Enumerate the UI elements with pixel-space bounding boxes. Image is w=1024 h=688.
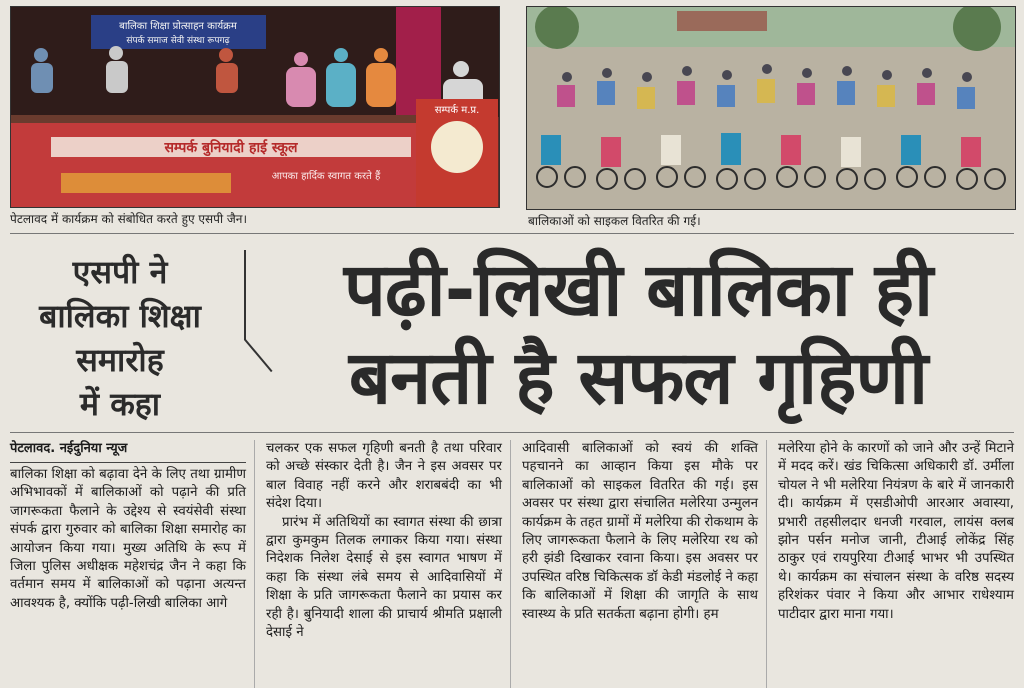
column-divider	[766, 440, 767, 688]
main-headline	[262, 246, 1014, 422]
event-photo-illustration	[11, 7, 499, 207]
article-paragraph: बालिका शिक्षा को बढ़ावा देने के लिए तथा ग्रामीण अभिभावकों में बालिकाओं को पढ़ाने की प्रति जागरूकता फैलाने के उद्देश्य से स्वयंसेवी संस्था संपर्क द्वारा गुरुवार को बालिका शिक्षा समारोह का आयोजन किया गया। मुख्य अतिथि के रूप में जिला पुलिस अधीक्षक महेशचंद्र जैन ने कहा कि वर्तमान समय में बालिकाओं को पढ़ाना अत्यन्त आवश्यक है, क्योंकि पढ़ी-लिखी बालिका आगे	[10, 467, 246, 611]
section-divider	[10, 432, 1014, 433]
stage-banner-text: सम्पर्क बुनियादी हाई स्कूल	[164, 140, 298, 156]
deck-line: में कहा	[79, 385, 161, 423]
article-paragraph: मलेरिया होने के कारणों को जाने और उन्हें मिटाने में मदद करें। खंड चिकित्सा अधिकारी डॉ. उर्मीला चोयल ने भी मलेरिया नियंत्रण के बारे में जानकारी दी। कार्यक्रम में एसडीओपी आरआर अवास्या, प्रभारी तहसीलदार धनजी गरवाल, लायंस क्लब झोन पर्सन मनोज जानी, टीआई लोकेंद्र सिंह ठाकुर एवं रायपुरिया टीआई भाभर भी उपस्थित थे। कार्यक्रम का संचालन संस्था के वरिष्ठ सदस्य हरिशंकर पंवार ने किया और आभार राधेश्याम पाटीदार द्वारा माना गया।	[778, 441, 1014, 622]
headline-line: बनती है सफल गृहिणी	[348, 335, 928, 421]
article-column-4	[778, 440, 1014, 624]
deck-headline	[10, 250, 230, 428]
deck-line: बालिका शिक्षा	[39, 297, 201, 335]
photo-caption-right: बालिकाओं को साइकल वितरित की गई।	[528, 214, 701, 228]
event-photo	[10, 6, 500, 208]
column-divider	[254, 440, 255, 688]
dateline-divider	[10, 462, 246, 463]
podium-label: सम्पर्क म.प्र.	[434, 105, 480, 116]
article-paragraph: आदिवासी बालिकाओं को स्वयं की शक्ति पहचानने का आव्हान किया इस मौके पर बालिकाओं को साइकल वितरित की गई। इस अवसर पर संस्था द्वारा संचालित मलेरिया उन्मुलन कार्यक्रम के तहत ग्रामों में मलेरिया की रोकथाम के लिए जागरूकता फैलाने के लिए मलेरिया रथ को हरी झंडी दिखाकर रवाना किया। इस अवसर पर उपस्थित वरिष्ठ चिकित्सक डॉ केडी मंडलोई ने कहा कि बालिकाओं में शिक्षा की जागृति के साथ स्वास्थ्य के प्रति सतर्कता बढ़ाना होगी। हम	[522, 441, 758, 622]
section-divider	[10, 233, 1014, 234]
article-paragraph: प्रारंभ में अतिथियों का स्वागत संस्था की छात्रा द्वारा कुमकुम तिलक लगाकर किया गया। संस्था निदेशक निलेश देसाई से इस स्वागत भाषण में कहा कि संस्था लंबे समय से आदिवासियों में शिक्षा के प्रति जागरूकता फैलाने का प्रयास कर रही है। बुनियादी शाला की प्राचार्य श्रीमति प्रक्षाली देसाई ने	[266, 514, 502, 641]
cycle-distribution-photo	[526, 6, 1016, 210]
photo-caption-left: पेटलावद में कार्यक्रम को संबोधित करते हुए एसपी जैन।	[10, 212, 248, 226]
deck-divider	[244, 250, 246, 340]
article-paragraph: चलकर एक सफल गृहिणी बनती है तथा परिवार को अच्छे संस्कार देती है। जैन ने इस अवसर पर बाल विवाह नहीं करने और शराबबंदी का भी संदेश दिया।	[266, 441, 502, 512]
cycle-photo-illustration	[527, 7, 1015, 209]
deck-line: समारोह	[76, 341, 164, 379]
column-divider	[510, 440, 511, 688]
article-column-2	[266, 440, 502, 642]
article-column-3	[522, 440, 758, 624]
banner-text-line1: बालिका शिक्षा प्रोत्साहन कार्यक्रम	[119, 21, 237, 32]
dateline: पेटलावद. नईदुनिया न्यूज	[10, 441, 128, 456]
headline-line: पढ़ी-लिखी बालिका ही	[343, 247, 933, 333]
banner-text-line2: संपर्क समाज सेवी संस्था रूपगढ़	[126, 36, 230, 46]
deck-line: एसपी ने	[72, 253, 168, 291]
stage-banner-subtext: आपका हार्दिक स्वागत करते हैं	[271, 171, 381, 182]
article-column-1	[10, 440, 246, 613]
